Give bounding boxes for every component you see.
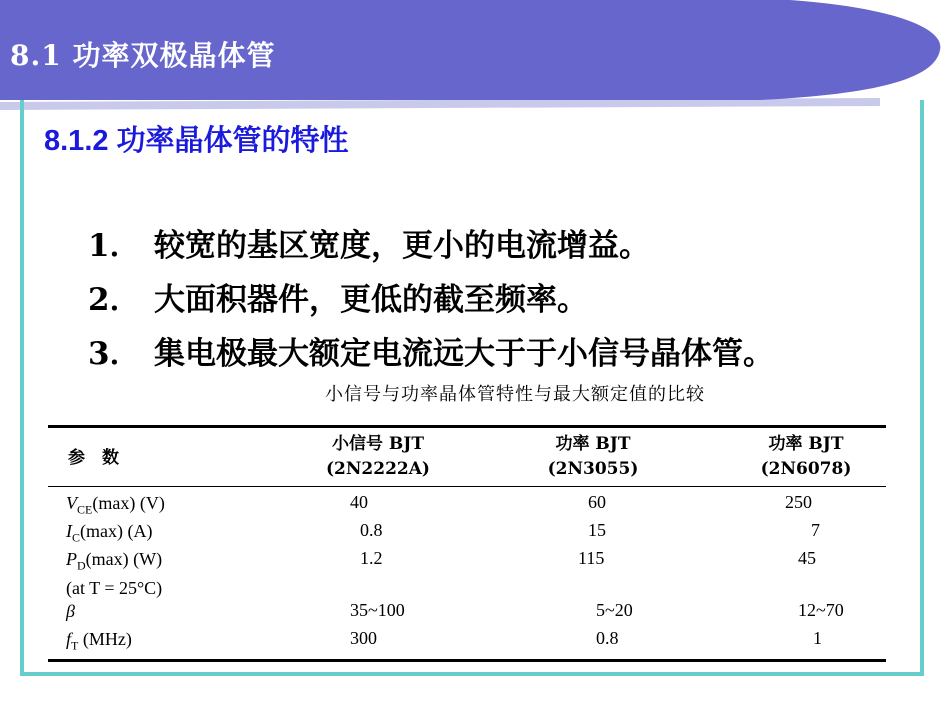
column-header-line1: 功率 BJT [768, 434, 844, 454]
bullet-item [88, 330, 774, 384]
bullet-number: 2． [88, 282, 141, 318]
cell-value: 1 [813, 628, 822, 648]
param-name: $I_C(\max)$ (A) [66, 521, 153, 545]
comparison-table [48, 425, 886, 662]
column-header-line2: (2N2222A) [326, 459, 430, 479]
cell-value: 45 [798, 548, 816, 568]
bullet-text: 集电极最大额定电流远大于于小信号晶体管。 [154, 336, 774, 372]
table-caption: 小信号与功率晶体管特性与最大额定值的比较 [325, 384, 705, 405]
cell-value: 300 [350, 628, 377, 648]
param-name: $P_D(\max)$ (W) (at T = 25°C) [66, 549, 163, 598]
cell-value: 60 [588, 492, 606, 512]
param-name: β [66, 601, 75, 621]
cell-value: 12~70 [798, 600, 844, 620]
table-body [48, 487, 886, 659]
column-header-line1: 功率 BJT [555, 434, 631, 454]
cell-value: 5~20 [596, 600, 633, 620]
bullet-item [88, 276, 774, 330]
cell-value: 0.8 [360, 520, 383, 540]
bullet-number: 1． [88, 228, 141, 264]
cell-value: 250 [785, 492, 812, 512]
section-title: 8.1.2 功率晶体管的特性 [44, 125, 349, 157]
table-header [48, 428, 886, 486]
table-rule-bottom [48, 659, 886, 662]
bullet-number: 3． [88, 336, 141, 372]
bullet-text: 较宽的基区宽度，更小的电流增益。 [154, 228, 650, 264]
cell-value: 0.8 [596, 628, 619, 648]
cell-value: 1.2 [360, 548, 383, 568]
cell-value: 35~100 [350, 600, 405, 620]
column-header-line2: (2N6078) [760, 459, 852, 479]
cell-value: 7 [811, 520, 820, 540]
column-header [303, 432, 453, 482]
bullet-item [88, 222, 774, 276]
cell-value: 15 [588, 520, 606, 540]
page-title: 8.1 功率双极晶体管 [10, 39, 276, 72]
bullet-list [88, 222, 774, 384]
cell-value: 40 [350, 492, 368, 512]
cell-value: 115 [578, 548, 605, 568]
column-header [518, 432, 668, 482]
bullet-text: 大面积器件，更低的截至频率。 [154, 282, 588, 318]
param-name: $V_{CE}(\max)$ (V) [66, 493, 165, 517]
column-header [731, 432, 881, 482]
column-header-line1: 小信号 BJT [332, 434, 424, 454]
param-name: $f_T$ (MHz) [66, 629, 132, 653]
column-header-line2: (2N3055) [547, 459, 639, 479]
param-header: 参 数 [68, 448, 119, 468]
